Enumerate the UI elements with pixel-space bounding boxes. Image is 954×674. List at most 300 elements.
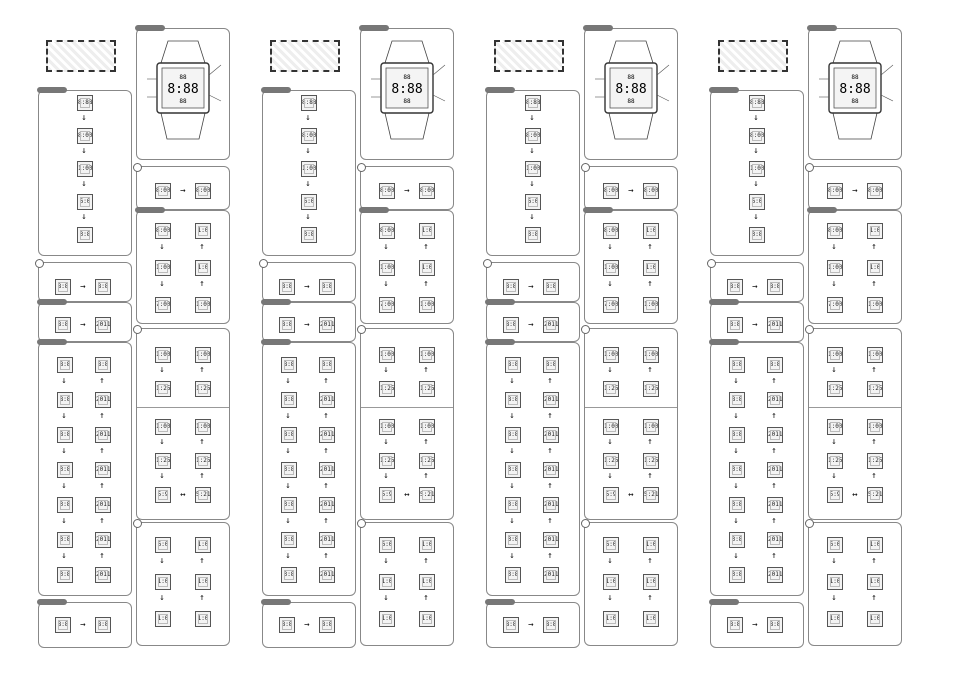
watch-display: 3:8 [281,567,297,583]
arrow-down-icon: ↓ [305,113,311,123]
watch-main-digits: 8:88 [167,82,199,97]
panel-tab [709,87,739,93]
watch-display: 2011 [543,427,559,443]
arrow-down-icon: ↓ [529,113,535,123]
panel-right-5 [808,522,902,646]
watch-display: 2011 [319,532,335,548]
watch-display: 2011 [319,567,335,583]
panel-watch-face [360,28,454,160]
panel-tab [37,599,67,605]
panel-right-1 [808,166,902,210]
arrow-up-icon: ↑ [771,376,777,386]
panel-tab [583,25,613,31]
arrow-right-icon: → [528,282,534,292]
arrow-down-icon: ↓ [831,242,837,252]
watch-display: 8:8 [767,357,783,373]
arrow-down-icon: ↓ [383,471,389,481]
arrow-up-icon: ↑ [423,471,429,481]
watch-display: 1:0 [867,260,883,276]
watch-display: 3:8 [281,532,297,548]
arrow-down-icon: ↓ [607,471,613,481]
panel-right-1 [584,166,678,210]
panel-marker-icon [133,163,142,172]
watch-display: 2011 [543,317,559,333]
watch-display: 1:25 [643,453,659,469]
watch-display: 8:8 [767,617,783,633]
watch-display: 8:8 [319,357,335,373]
arrow-up-icon: ↑ [423,242,429,252]
watch-display: 6:0 [827,537,843,553]
arrow-up-icon: ↑ [199,279,205,289]
arrow-right-icon: → [752,282,758,292]
arrow-down-icon: ↓ [509,516,515,526]
arrow-down-icon: ↓ [831,437,837,447]
watch-display: 8:8 [729,427,745,443]
watch-display: 8:8 [503,617,519,633]
watch-display: 8:8 [55,279,71,295]
panel-tab [261,339,291,345]
watch-display: 1:00 [827,260,843,276]
watch-display: 1:0 [867,537,883,553]
watch-display: 8:8 [543,617,559,633]
arrow-up-icon: ↑ [771,411,777,421]
arrow-up-icon: ↑ [871,471,877,481]
arrow-up-icon: ↑ [99,481,105,491]
watch-display: 3:8 [749,227,765,243]
arrow-right-icon: → [752,620,758,630]
arrow-up-icon: ↑ [199,365,205,375]
watch-display: 1:25 [827,453,843,469]
arrow-up-icon: ↑ [547,446,553,456]
watch-display: 5:21 [195,487,211,503]
watch-display: 2011 [543,392,559,408]
watch-display: 1:00 [419,297,435,313]
arrow-up-icon: ↑ [199,556,205,566]
watch-top-digits: 88 [403,74,411,81]
watch-display: 7:00 [603,297,619,313]
watch-display: 3:8 [301,227,317,243]
watch-display: 1:0 [155,574,171,590]
watch-display: 1:25 [155,381,171,397]
watch-display: 8:8 [767,279,783,295]
arrow-down-icon: ↓ [159,437,165,447]
panel-watch-face [584,28,678,160]
manual-column [260,0,460,674]
watch-display: 5:21 [867,487,883,503]
watch-display: 1:25 [827,381,843,397]
panel-marker-icon [805,325,814,334]
watch-display: 3:8 [77,227,93,243]
panel-tab [709,599,739,605]
panel-tab [485,339,515,345]
arrow-up-icon: ↑ [423,437,429,447]
arrow-down-icon: ↓ [383,365,389,375]
watch-display: 8:8 [281,392,297,408]
watch-display: 8:8 [505,427,521,443]
arrow-down-icon: ↓ [607,365,613,375]
watch-display: 2011 [543,567,559,583]
arrow-up-icon: ↑ [199,471,205,481]
watch-display: 1:00 [195,419,211,435]
arrow-down-icon: ↓ [81,212,87,222]
arrow-up-icon: ↑ [871,365,877,375]
panel-tab [807,25,837,31]
panel-watch-face [808,28,902,160]
watch-display: 1:0 [603,574,619,590]
panel-right-2 [584,210,678,324]
arrow-down-icon: ↓ [607,437,613,447]
watch-display: 3:8 [57,497,73,513]
panel-alarm [38,602,132,648]
panel-right-2 [360,210,454,324]
watch-display: 2011 [319,462,335,478]
watch-top-digits: 88 [627,74,635,81]
panel-right-1 [136,166,230,210]
watch-display: 8:00 [301,128,317,144]
brand-logo [718,40,788,72]
panel-marker-icon [805,519,814,528]
arrow-down-icon: ↓ [159,279,165,289]
arrow-down-icon: ↓ [285,516,291,526]
panel-divider [585,407,677,408]
arrow-down-icon: ↓ [607,242,613,252]
watch-display: 8:8 [503,317,519,333]
watch-display: 1:0 [195,223,211,239]
manual-column [36,0,236,674]
watch-display: 6:0 [525,194,541,210]
panel-marker-icon [581,519,590,528]
watch-display: 1:25 [419,381,435,397]
panel-tab [135,25,165,31]
brand-logo [46,40,116,72]
arrow-down-icon: ↓ [831,279,837,289]
watch-display: 1:00 [379,419,395,435]
watch-display: 8:00 [827,183,843,199]
watch-display: 1:25 [379,453,395,469]
arrow-up-icon: ↑ [99,516,105,526]
watch-small-digits: 88 [851,98,859,105]
panel-right-2 [808,210,902,324]
watch-display: 8:8 [729,392,745,408]
panel-date [38,302,132,342]
watch-display: 1:00 [155,347,171,363]
panel-divider [809,407,901,408]
watch-display: 1:25 [643,381,659,397]
watch-display: 1:00 [195,347,211,363]
panel-tab [485,599,515,605]
watch-display: 5:21 [643,487,659,503]
watch-display: 1:25 [603,453,619,469]
panel-tab [261,299,291,305]
panel-light [710,262,804,302]
arrow-down-icon: ↓ [159,471,165,481]
arrow-down-icon: ↓ [61,376,67,386]
watch-display: 1:00 [749,161,765,177]
watch-display: 1:25 [155,453,171,469]
watch-display: 5:9 [827,487,843,503]
watch-display: 8:00 [525,128,541,144]
arrow-right-icon: → [304,282,310,292]
watch-display: 5:9 [155,487,171,503]
watch-display: 1:00 [827,347,843,363]
watch-display: 1:25 [195,381,211,397]
arrow-up-icon: ↑ [323,411,329,421]
panel-marker-icon [357,519,366,528]
panel-tab [37,299,67,305]
watch-display: 8:8 [727,279,743,295]
panel-mode-sequence [262,90,356,256]
arrow-down-icon: ↓ [733,481,739,491]
watch-display: 8:8 [505,392,521,408]
arrow-up-icon: ↑ [323,481,329,491]
arrow-up-icon: ↑ [871,437,877,447]
watch-display: 1:0 [155,611,171,627]
watch-display: 8:88 [301,95,317,111]
watch-display: 8:00 [603,223,619,239]
arrow-right-icon: → [528,320,534,330]
arrow-right-icon: → [628,186,634,196]
arrow-up-icon: ↑ [547,411,553,421]
watch-display: 1:0 [195,611,211,627]
panel-right-3 [584,328,678,520]
panel-marker-icon [581,163,590,172]
panel-mode-sequence [38,90,132,256]
watch-display: 2011 [95,532,111,548]
double-arrow-icon: ↔ [628,490,634,500]
arrow-right-icon: → [404,186,410,196]
arrow-up-icon: ↑ [547,376,553,386]
arrow-up-icon: ↑ [871,279,877,289]
watch-display: 1:00 [867,347,883,363]
arrow-down-icon: ↓ [61,411,67,421]
arrow-down-icon: ↓ [61,516,67,526]
arrow-up-icon: ↑ [199,242,205,252]
watch-display: 1:00 [419,419,435,435]
watch-display: 2011 [767,567,783,583]
watch-display: 8:00 [867,183,883,199]
watch-display: 8:8 [281,357,297,373]
panel-right-3 [360,328,454,520]
watch-display: 2011 [319,392,335,408]
arrow-up-icon: ↑ [871,593,877,603]
arrow-down-icon: ↓ [159,365,165,375]
watch-display: 8:8 [95,617,111,633]
panel-tab [583,207,613,213]
panel-time-setting [486,342,580,596]
watch-display: 1:00 [419,347,435,363]
watch-display: 3:8 [281,497,297,513]
arrow-down-icon: ↓ [733,376,739,386]
watch-display: 8:8 [543,357,559,373]
watch-display: 8:8 [727,617,743,633]
arrow-down-icon: ↓ [383,279,389,289]
panel-marker-icon [483,259,492,268]
watch-display: 8:8 [319,279,335,295]
watch-display: 2011 [95,567,111,583]
arrow-right-icon: → [852,186,858,196]
panel-time-setting [710,342,804,596]
watch-display: 2011 [319,497,335,513]
panel-tab [709,299,739,305]
watch-illustration [143,35,223,153]
watch-main-digits: 8:88 [615,82,647,97]
watch-top-digits: 88 [179,74,187,81]
arrow-down-icon: ↓ [529,179,535,189]
watch-display: 2011 [95,462,111,478]
arrow-down-icon: ↓ [753,113,759,123]
arrow-up-icon: ↑ [771,481,777,491]
watch-display: 1:0 [867,611,883,627]
watch-illustration [815,35,895,153]
watch-display: 8:8 [57,357,73,373]
watch-display: 8:00 [749,128,765,144]
arrow-up-icon: ↑ [771,516,777,526]
watch-display: 1:0 [195,260,211,276]
watch-display: 8:00 [155,183,171,199]
watch-display: 6:0 [379,537,395,553]
arrow-down-icon: ↓ [285,446,291,456]
arrow-down-icon: ↓ [831,556,837,566]
watch-display: 1:0 [827,611,843,627]
arrow-up-icon: ↑ [647,242,653,252]
arrow-down-icon: ↓ [81,113,87,123]
arrow-down-icon: ↓ [61,446,67,456]
watch-display: 8:8 [57,427,73,443]
arrow-down-icon: ↓ [753,179,759,189]
arrow-down-icon: ↓ [61,481,67,491]
arrow-right-icon: → [80,320,86,330]
watch-display: 3:8 [57,567,73,583]
arrow-down-icon: ↓ [81,179,87,189]
watch-display: 2011 [543,497,559,513]
arrow-down-icon: ↓ [753,212,759,222]
arrow-right-icon: → [752,320,758,330]
arrow-up-icon: ↑ [423,593,429,603]
arrow-up-icon: ↑ [423,556,429,566]
watch-display: 1:0 [867,574,883,590]
watch-display: 8:8 [727,317,743,333]
panel-mode-sequence [710,90,804,256]
watch-display: 3:8 [505,497,521,513]
arrow-down-icon: ↓ [831,365,837,375]
arrow-up-icon: ↑ [771,446,777,456]
watch-display: 2011 [543,462,559,478]
watch-display: 8:8 [95,279,111,295]
watch-display: 1:00 [643,419,659,435]
watch-display: 3:8 [729,462,745,478]
watch-display: 3:8 [729,532,745,548]
panel-marker-icon [133,519,142,528]
arrow-up-icon: ↑ [323,516,329,526]
watch-display: 6:0 [155,537,171,553]
watch-display: 8:00 [379,183,395,199]
watch-display: 1:0 [419,537,435,553]
arrow-up-icon: ↑ [647,556,653,566]
arrow-down-icon: ↓ [383,556,389,566]
watch-display: 8:00 [603,183,619,199]
watch-display: 1:0 [643,574,659,590]
double-arrow-icon: ↔ [180,490,186,500]
watch-display: 7:00 [827,297,843,313]
watch-display: 1:00 [301,161,317,177]
watch-display: 3:8 [729,567,745,583]
panel-date [486,302,580,342]
arrow-down-icon: ↓ [383,593,389,603]
arrow-up-icon: ↑ [771,551,777,561]
arrow-down-icon: ↓ [509,481,515,491]
arrow-down-icon: ↓ [383,242,389,252]
arrow-up-icon: ↑ [323,376,329,386]
watch-display: 1:25 [419,453,435,469]
arrow-up-icon: ↑ [199,437,205,447]
panel-marker-icon [35,259,44,268]
watch-illustration [367,35,447,153]
arrow-down-icon: ↓ [529,146,535,156]
watch-display: 2011 [319,317,335,333]
watch-display: 5:9 [603,487,619,503]
arrow-down-icon: ↓ [831,471,837,481]
arrow-up-icon: ↑ [647,437,653,447]
watch-display: 8:8 [543,279,559,295]
watch-display: 1:0 [419,223,435,239]
panel-divider [137,407,229,408]
panel-time-setting [38,342,132,596]
watch-display: 8:00 [419,183,435,199]
arrow-up-icon: ↑ [647,593,653,603]
arrow-up-icon: ↑ [547,551,553,561]
watch-display: 2011 [767,392,783,408]
watch-top-digits: 88 [851,74,859,81]
arrow-up-icon: ↑ [647,365,653,375]
arrow-down-icon: ↓ [753,146,759,156]
arrow-right-icon: → [304,620,310,630]
arrow-right-icon: → [304,320,310,330]
arrow-down-icon: ↓ [285,376,291,386]
watch-display: 1:00 [155,260,171,276]
arrow-down-icon: ↓ [509,376,515,386]
panel-light [38,262,132,302]
panel-right-2 [136,210,230,324]
watch-display: 5:21 [419,487,435,503]
panel-mode-sequence [486,90,580,256]
panel-marker-icon [133,325,142,334]
watch-display: 8:8 [503,279,519,295]
arrow-down-icon: ↓ [733,551,739,561]
watch-display: 2011 [95,317,111,333]
arrow-down-icon: ↓ [509,411,515,421]
arrow-down-icon: ↓ [305,179,311,189]
arrow-down-icon: ↓ [509,551,515,561]
watch-main-digits: 8:88 [391,82,423,97]
panel-right-3 [808,328,902,520]
watch-display: 8:00 [77,128,93,144]
watch-display: 1:00 [603,347,619,363]
watch-display: 1:00 [525,161,541,177]
panel-alarm [486,602,580,648]
panel-marker-icon [357,325,366,334]
arrow-down-icon: ↓ [529,212,535,222]
watch-display: 8:00 [827,223,843,239]
arrow-up-icon: ↑ [199,593,205,603]
watch-display: 2011 [95,497,111,513]
panel-light [262,262,356,302]
arrow-up-icon: ↑ [99,411,105,421]
watch-display: 6:0 [77,194,93,210]
watch-display: 6:0 [603,537,619,553]
watch-display: 3:8 [525,227,541,243]
watch-display: 1:25 [867,453,883,469]
watch-display: 8:8 [279,279,295,295]
